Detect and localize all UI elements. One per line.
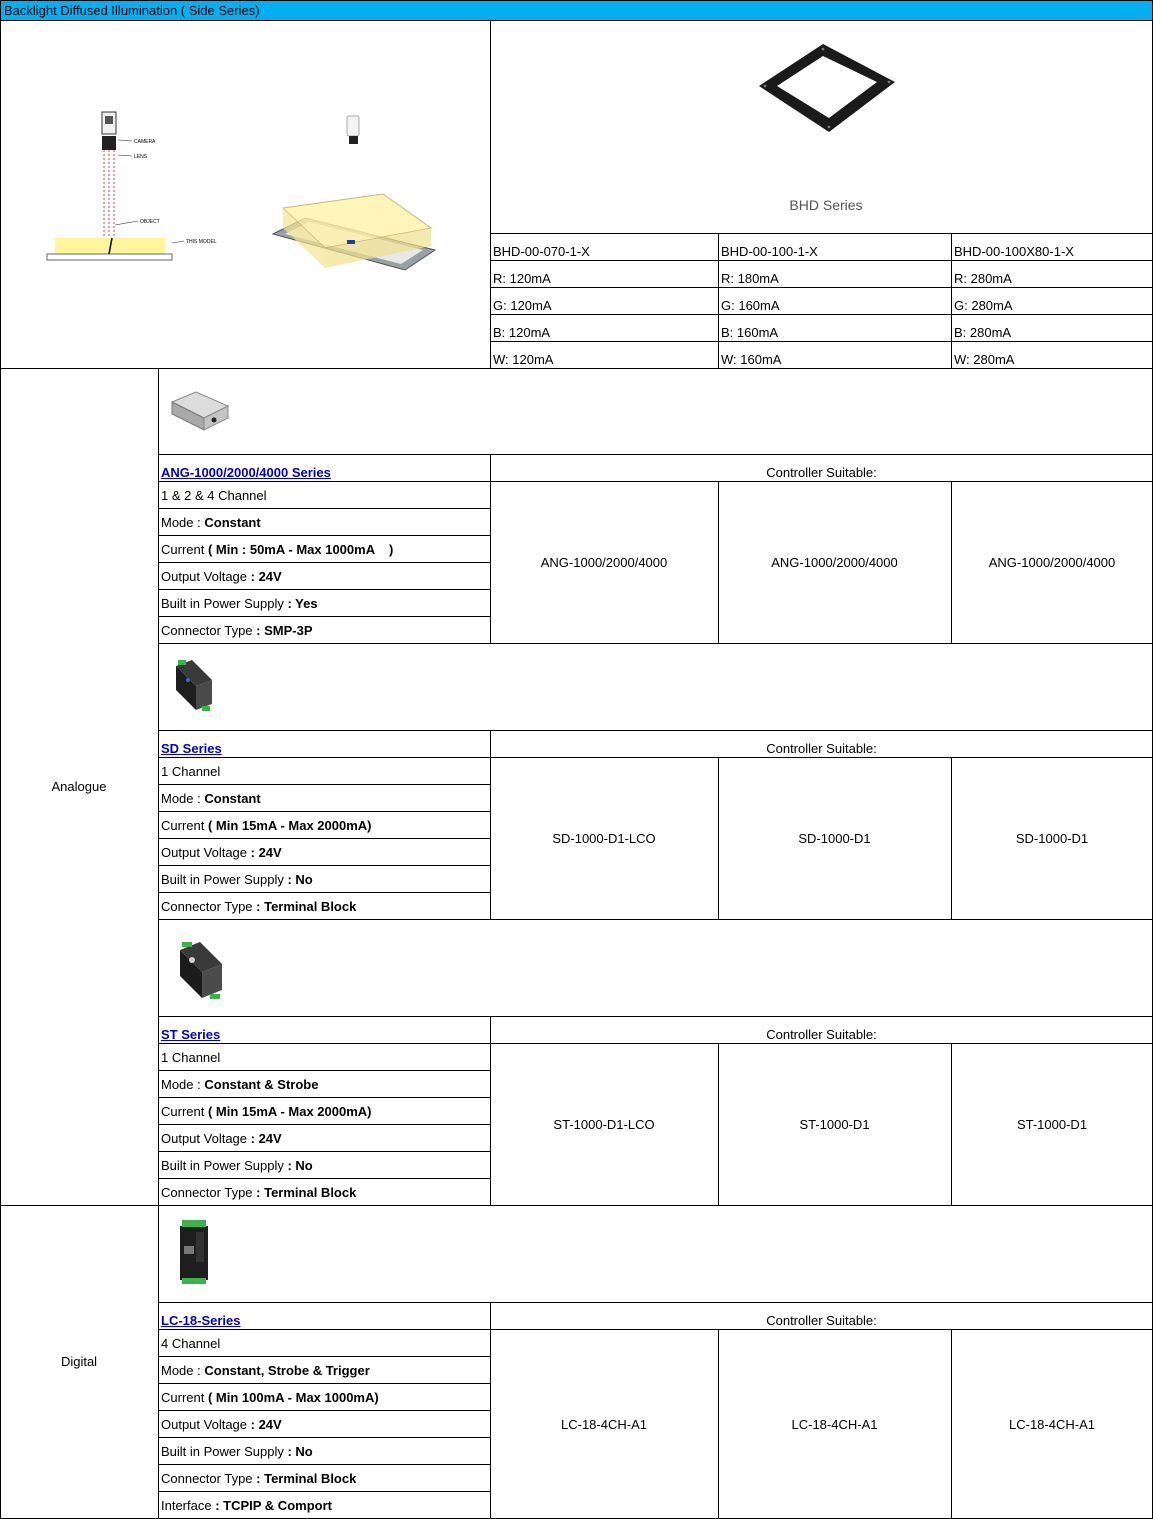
lc18-spec-power: Built in Power Supply : No <box>161 1444 313 1459</box>
sd-spec-channel: 1 Channel <box>161 764 221 779</box>
sd-spec-mode: Mode : Constant <box>161 791 261 806</box>
lc18-spec-mode: Mode : Constant, Strobe & Trigger <box>161 1363 370 1378</box>
lc18-model-1: LC-18-4CH-A1 <box>561 1417 647 1432</box>
group-label-analogue: Analogue <box>51 779 107 794</box>
ang-controller-suitable: Controller Suitable: <box>766 465 877 480</box>
sd-spec-voltage: Output Voltage : 24V <box>161 845 282 860</box>
lc18-controller-suitable: Controller Suitable: <box>766 1313 877 1328</box>
sd-series-link[interactable]: SD Series <box>161 741 222 756</box>
bhd-b-2: B: 160mA <box>721 325 779 340</box>
lc18-spec-voltage: Output Voltage : 24V <box>161 1417 282 1432</box>
sd-model-1: SD-1000-D1-LCO <box>552 831 656 846</box>
diagram-label-camera: CAMERA <box>134 139 156 145</box>
ang-series-link[interactable]: ANG-1000/2000/4000 Series <box>161 465 331 480</box>
ang-spec-connector: Connector Type : SMP-3P <box>161 623 313 638</box>
page-title: Backlight Diffused Illumination ( Side Series) <box>4 3 260 18</box>
bhd-b-1: B: 120mA <box>493 325 551 340</box>
st-spec-voltage: Output Voltage : 24V <box>161 1131 282 1146</box>
st-spec-power: Built in Power Supply : No <box>161 1158 313 1173</box>
sd-model-2: SD-1000-D1 <box>798 831 871 846</box>
lc18-controller-image <box>176 1218 216 1286</box>
sd-controller-suitable: Controller Suitable: <box>766 741 877 756</box>
diagram-label-model: THIS MODEL <box>186 239 217 245</box>
ang-controller-image <box>168 388 232 434</box>
bhd-g-3: G: 280mA <box>954 298 1013 313</box>
bhd-g-2: G: 160mA <box>721 298 780 313</box>
diagram-label-object: OBJECT <box>140 219 160 225</box>
bhd-w-2: W: 160mA <box>721 352 782 367</box>
lc18-spec-connector: Connector Type : Terminal Block <box>161 1471 357 1486</box>
sd-controller-image <box>170 656 218 714</box>
bhd-w-1: W: 120mA <box>493 352 554 367</box>
ang-spec-power: Built in Power Supply : Yes <box>161 596 318 611</box>
st-series-link[interactable]: ST Series <box>161 1027 221 1042</box>
st-controller-image <box>174 938 230 1004</box>
bhd-model-2: BHD-00-100-1-X <box>721 244 818 259</box>
st-spec-current: Current ( Min 15mA - Max 2000mA) <box>161 1104 372 1119</box>
bhd-frame-image <box>757 42 897 134</box>
diagram-label-lens: LENS <box>134 154 148 160</box>
lc18-model-2: LC-18-4CH-A1 <box>791 1417 878 1432</box>
ang-model-1: ANG-1000/2000/4000 <box>540 555 668 570</box>
sd-spec-connector: Connector Type : Terminal Block <box>161 899 357 914</box>
sd-spec-current: Current ( Min 15mA - Max 2000mA) <box>161 818 372 833</box>
ang-spec-channel: 1 & 2 & 4 Channel <box>161 488 267 503</box>
ang-spec-current: Current ( Min : 50mA - Max 1000mA ) <box>161 542 394 557</box>
st-model-3: ST-1000-D1 <box>1016 1117 1088 1132</box>
lc18-model-3: LC-18-4CH-A1 <box>1009 1417 1095 1432</box>
st-spec-channel: 1 Channel <box>161 1050 221 1065</box>
setup-diagram <box>40 100 240 270</box>
sd-model-3: SD-1000-D1 <box>1015 831 1089 846</box>
ang-model-3: ANG-1000/2000/4000 <box>988 555 1116 570</box>
st-model-2: ST-1000-D1 <box>799 1117 870 1132</box>
st-model-1: ST-1000-D1-LCO <box>553 1117 655 1132</box>
sd-spec-power: Built in Power Supply : No <box>161 872 313 887</box>
title-bar <box>0 0 1153 21</box>
st-spec-mode: Mode : Constant & Strobe <box>161 1077 319 1092</box>
st-spec-connector: Connector Type : Terminal Block <box>161 1185 357 1200</box>
product-render <box>265 108 445 278</box>
bhd-r-2: R: 180mA <box>721 271 779 286</box>
lc18-series-link[interactable]: LC-18-Series <box>161 1313 241 1328</box>
bhd-model-3: BHD-00-100X80-1-X <box>954 244 1074 259</box>
group-label-digital: Digital <box>60 1354 98 1369</box>
bhd-b-3: B: 280mA <box>954 325 1012 340</box>
bhd-w-3: W: 280mA <box>954 352 1015 367</box>
st-controller-suitable: Controller Suitable: <box>766 1027 877 1042</box>
bhd-g-1: G: 120mA <box>493 298 552 313</box>
ang-model-2: ANG-1000/2000/4000 <box>771 555 898 570</box>
bhd-r-3: R: 280mA <box>954 271 1012 286</box>
ang-spec-voltage: Output Voltage : 24V <box>161 569 282 584</box>
lc18-spec-channel: 4 Channel <box>161 1336 221 1351</box>
bhd-model-1: BHD-00-070-1-X <box>493 244 590 259</box>
lc18-spec-current: Current ( Min 100mA - Max 1000mA) <box>161 1390 379 1405</box>
lc18-spec-interface: Interface : TCPIP & Comport <box>161 1498 332 1513</box>
ang-spec-mode: Mode : Constant <box>161 515 261 530</box>
bhd-series-label: BHD Series <box>789 197 863 213</box>
bhd-r-1: R: 120mA <box>493 271 551 286</box>
